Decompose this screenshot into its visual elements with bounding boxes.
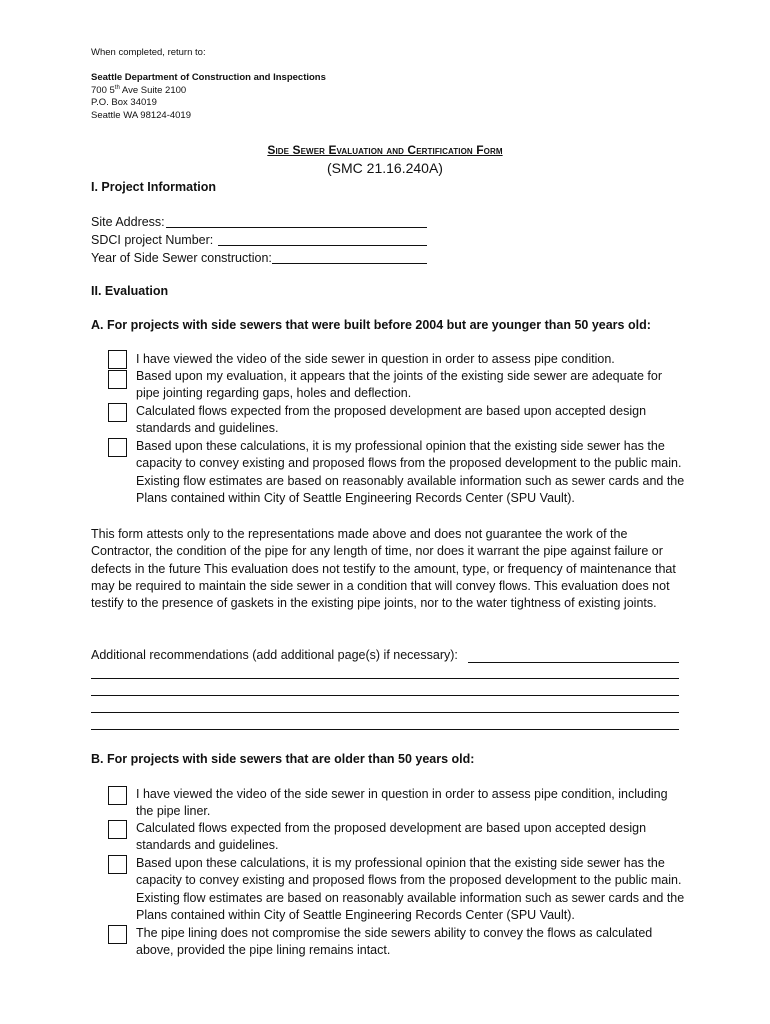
additional-recommendations-line-4[interactable] [91,712,679,713]
construction-year-field[interactable] [272,263,427,264]
return-instruction: When completed, return to: [91,47,206,58]
construction-year-row [91,249,272,267]
section-b-item-2: Calculated flows expected from the proposed development are based upon accepted design standards and guidelines. [136,821,647,853]
section-project-information-heading: I. Project Information [91,180,217,194]
checkbox-a1[interactable] [108,350,127,369]
project-number-field[interactable] [218,245,427,246]
po-box: P.O. Box 34019 [91,97,157,108]
construction-year-label: Year of Side Sewer construction: [91,251,272,265]
department-name: Seattle Department of Construction and Inspections [91,72,326,83]
checkbox-a4[interactable] [108,438,127,457]
additional-recommendations-line-5[interactable] [91,729,679,730]
street-ordinal: th [114,84,120,91]
disclaimer-paragraph: This form attests only to the representations made above and does not guarantee the work of the Contractor, the condition of the pipe for any length of time, nor does it warrant the pipe against failure or defects in the future This evaluation does not testify to the amount, type, or frequency of maintenance that may be required to maintain the side sewer in a condition that will convey flows. This evaluation does not testify to the presence of gaskets in the existing pipe joints, nor to the water tightness of existing joints. [91,527,676,611]
checkbox-b4[interactable] [108,925,127,944]
street-name: Ave Suite 2100 [119,84,187,96]
street-address [91,85,326,98]
section-a-item-1: I have viewed the video of the side sewer in question in order to assess pipe condition. [136,352,615,366]
checkbox-b1[interactable] [108,786,127,805]
project-number-row [91,231,272,249]
site-address-row [91,213,272,231]
return-address [91,72,326,122]
checkbox-a2[interactable] [108,370,127,389]
section-evaluation-heading: II. Evaluation [91,284,169,298]
section-a-heading: A. For projects with side sewers that were built before 2004 but are younger than 50 years old: [91,318,651,332]
additional-recommendations-label: Additional recommendations (add additional page(s) if necessary): [91,648,458,662]
section-b-item-4: The pipe lining does not compromise the side sewers ability to convey the flows as calculated above, provided the pipe lining remains intact. [136,926,653,958]
additional-recommendations-line-2[interactable] [91,678,679,679]
site-address-field[interactable] [166,227,427,228]
additional-recommendations-line-3[interactable] [91,695,679,696]
section-b-item-1: I have viewed the video of the side sewer in question in order to assess pipe condition, including the pipe liner. [136,787,668,819]
checkbox-b2[interactable] [108,820,127,839]
section-b-item-3: Based upon these calculations, it is my professional opinion that the existing side sewer has the capacity to convey existing and proposed flows from the proposed development to the public main. Existing flow estimates are based on reasonably available information such as sewer cards and the Plans contained within City of Seattle Engineering Records Center (SPU Vault). [136,856,685,922]
project-information-fields [91,213,272,267]
additional-recommendations-line-1[interactable] [468,662,679,663]
checkbox-a3[interactable] [108,403,127,422]
section-b-heading: B. For projects with side sewers that are older than 50 years old: [91,752,475,766]
form-title: Side Sewer Evaluation and Certification Form [267,143,503,157]
project-number-label: SDCI project Number: [91,233,214,247]
section-a-item-4: Based upon these calculations, it is my professional opinion that the existing side sewer has the capacity to convey existing and proposed flows from the proposed development to the public main. Existing flow estimates are based on reasonably available information such as sewer cards and the Plans contained within City of Seattle Engineering Records Center (SPU Vault). [136,439,685,505]
site-address-label: Site Address: [91,215,165,229]
form-code: (SMC 21.16.240A) [327,160,443,176]
street-number: 700 5 [91,84,115,96]
city-state-zip: Seattle WA 98124-4019 [91,109,191,121]
section-a-item-2: Based upon my evaluation, it appears that the joints of the existing side sewer are adequate for pipe jointing regarding gaps, holes and deflection. [136,369,663,401]
checkbox-b3[interactable] [108,855,127,874]
section-a-item-3: Calculated flows expected from the proposed development are based upon accepted design standards and guidelines. [136,404,647,436]
